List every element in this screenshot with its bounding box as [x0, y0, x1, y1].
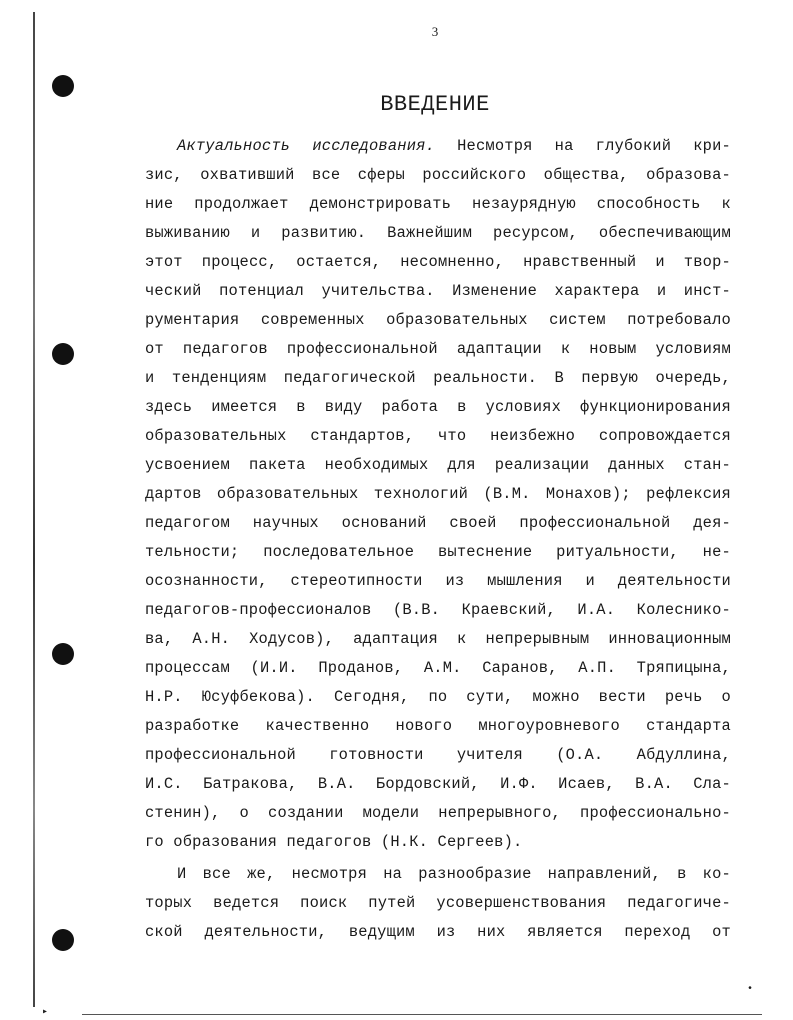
text-line: зис, охвативший все сферы российского общества, образова-	[145, 166, 731, 184]
scan-corner-mark: ▸	[42, 1007, 49, 1018]
binding-edge-line	[33, 12, 35, 1007]
text-line: ние продолжает демонстрировать незаурядную способность к	[145, 195, 731, 213]
paragraph-transition	[145, 860, 731, 947]
text-line: образовательных стандартов, что неизбежно сопровождается	[145, 427, 731, 445]
text-line: усвоением пакета необходимых для реализации данных стан-	[145, 456, 731, 474]
text-line: от педагогов профессиональной адаптации к новым условиям	[145, 340, 731, 358]
section-lead: Актуальность исследования.	[177, 137, 435, 155]
text-line: здесь имеется в виду работа в условиях функционирования	[145, 398, 731, 416]
paragraph-relevance	[145, 132, 731, 857]
page-title: ВВЕДЕНИЕ	[380, 92, 490, 117]
text-line: осознанности, стереотипности из мышления и деятельности	[145, 572, 731, 590]
text-line: ческий потенциал учительства. Изменение характера и инст-	[145, 282, 731, 300]
text-line: ской деятельности, ведущим из них является переход от	[145, 923, 731, 941]
text-line: стенин), о создании модели непрерывного, профессионально-	[145, 804, 731, 822]
footer-rule	[82, 1014, 762, 1015]
text-line: Н.Р. Юсуфбекова). Сегодня, по сути, можно вести речь о	[145, 688, 731, 706]
text-line: торых ведется поиск путей усовершенствования педагогиче-	[145, 894, 731, 912]
text-line: и тенденциям педагогической реальности. В первую очередь,	[145, 369, 731, 387]
text-line	[145, 132, 731, 161]
text-line: педагогом научных оснований своей профессиональной дея-	[145, 514, 731, 532]
text-line: И.С. Батракова, В.А. Бордовский, И.Ф. Исаев, В.А. Сла-	[145, 775, 731, 793]
text-line: рументария современных образовательных систем потребовало	[145, 311, 731, 329]
text-line: го образования педагогов (Н.К. Сергеев).	[145, 833, 523, 851]
scan-dot-mark: •	[747, 984, 754, 995]
text-line: профессиональной готовности учителя (О.А. Абдуллина,	[145, 746, 731, 764]
text-line: этот процесс, остается, несомненно, нравственный и твор-	[145, 253, 731, 271]
text-line: выживанию и развитию. Важнейшим ресурсом, обеспечивающим	[145, 224, 731, 242]
text-line: процессам (И.И. Проданов, А.М. Саранов, А.П. Тряпицына,	[145, 659, 731, 677]
text-line: дартов образовательных технологий (В.М. Монахов); рефлексия	[145, 485, 731, 503]
punch-hole	[52, 929, 74, 951]
punch-hole	[52, 643, 74, 665]
text-line: педагогов-профессионалов (В.В. Краевский, И.А. Колеснико-	[145, 601, 731, 619]
text-line: тельности; последовательное вытеснение ритуальности, не-	[145, 543, 731, 561]
text-line: ва, А.Н. Ходусов), адаптация к непрерывным инновационным	[145, 630, 731, 648]
text-line: разработке качественно нового многоуровневого стандарта	[145, 717, 731, 735]
text-line-rest: Несмотря на глубокий кри-	[435, 137, 731, 155]
text-line: И все же, несмотря на разнообразие направлений, в ко-	[177, 865, 731, 883]
punch-hole	[52, 343, 74, 365]
page-number: 3	[431, 24, 439, 39]
